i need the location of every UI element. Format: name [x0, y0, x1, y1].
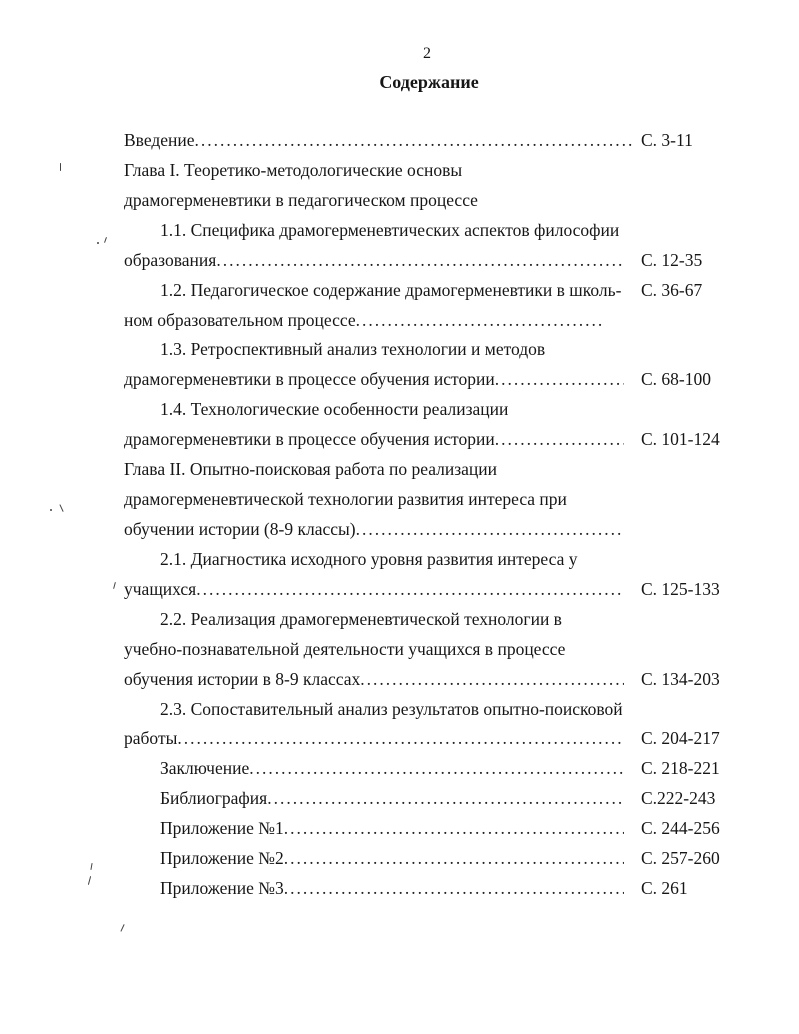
toc-entry-title: Введение	[124, 130, 195, 150]
dot-leader	[495, 365, 624, 395]
dot-leader	[249, 754, 624, 784]
toc-line	[160, 605, 624, 635]
toc-page-range: С.222-243	[641, 788, 716, 809]
toc-page-range: С. 12-35	[641, 249, 703, 270]
toc-page-range: С. 204-217	[641, 728, 720, 749]
toc-entry-1-3	[0, 335, 799, 365]
toc-entry-1-4	[0, 395, 799, 425]
toc-page-range: С. 68-100	[641, 369, 711, 390]
scan-speck	[97, 242, 99, 244]
toc-page-range: С. 218-221	[641, 758, 720, 779]
toc-entry-appendix-3	[0, 874, 799, 904]
toc-entry-introduction	[0, 126, 799, 156]
toc-page-range: С. 36-67	[641, 279, 703, 300]
toc-entry-1-1	[0, 216, 799, 246]
toc-entry-chapter-2	[0, 455, 799, 485]
toc-entry-1-3-cont	[0, 365, 799, 395]
scan-speck	[50, 509, 52, 511]
toc-entry-chapter-1	[0, 156, 799, 186]
toc-line	[160, 335, 624, 365]
toc-entry-1-1-cont	[0, 246, 799, 276]
toc-entry-chapter-2-cont	[0, 515, 799, 545]
dot-leader	[216, 246, 624, 276]
toc-entry-title: Приложение №2	[160, 848, 284, 869]
dot-leader	[356, 306, 605, 336]
toc-entry-appendix-1	[0, 814, 799, 844]
toc-line	[124, 575, 624, 605]
toc-entry-title-cont: обучения истории в 8-9 классах	[124, 668, 361, 689]
toc-entry-title-cont: драмогерменевтики в процессе обучения истории	[124, 369, 495, 390]
toc-entry-1-4-cont	[0, 425, 799, 455]
dot-leader	[284, 814, 624, 844]
toc-page-range: С. 261	[641, 878, 688, 899]
toc-entry-title: Приложение №3	[160, 878, 284, 899]
toc-line	[124, 306, 605, 336]
toc-entry-chapter-1-cont	[0, 186, 799, 216]
toc-entry-2-2-cont	[0, 635, 799, 665]
dot-leader	[360, 665, 624, 695]
toc-entry-title: 1.3. Ретроспективный анализ технологии и методов	[160, 339, 546, 360]
toc-line	[160, 784, 624, 814]
dot-leader	[495, 425, 624, 455]
toc-entry-title: 1.1. Специфика драмогерменевтических аспектов философии	[160, 219, 620, 240]
toc-line	[124, 455, 624, 485]
toc-page-range: С. 134-203	[641, 668, 720, 689]
toc-entry-title-cont: учебно-познавательной деятельности учащихся в процессе	[124, 638, 566, 659]
toc-page-range: С. 257-260	[641, 848, 720, 869]
toc-line	[160, 276, 624, 306]
toc-line	[160, 545, 624, 575]
toc-entry-title: Библиография	[160, 788, 268, 809]
scan-speck	[120, 924, 125, 932]
page-title: Содержание	[379, 72, 479, 92]
toc-line	[124, 156, 624, 186]
toc-entry-title: 2.2. Реализация драмогерменевтической технологии в	[160, 608, 562, 629]
dot-leader	[177, 724, 624, 754]
toc-entry-title: Глава II. Опытно-поисковая работа по реализации	[124, 459, 498, 480]
toc-line	[160, 695, 624, 725]
toc-entry-title-cont: драмогерменевтики в процессе обучения истории	[124, 429, 495, 450]
toc-page-range: С. 3-11	[641, 130, 693, 150]
toc-entry-title-cont: образования	[124, 249, 217, 270]
toc-line	[124, 186, 624, 216]
toc-line	[160, 216, 624, 246]
toc-entry-title-cont: ном образовательном процессе	[124, 309, 356, 330]
toc-line	[124, 246, 624, 276]
toc-line	[124, 485, 624, 515]
dot-leader	[195, 126, 632, 156]
toc-entry-2-2	[0, 605, 799, 635]
toc-entry-title: 1.2. Педагогическое содержание драмогерменевтики в школь-	[160, 279, 622, 300]
toc-entry-title: Приложение №1	[160, 818, 284, 839]
toc-entry-title-cont: драмогерменевтики в педагогическом процессе	[124, 189, 478, 210]
toc-entry-1-2-cont	[0, 306, 799, 336]
toc-line	[124, 635, 624, 665]
dot-leader	[284, 844, 624, 874]
toc-entry-title-cont: работы	[124, 728, 178, 749]
dot-leader	[267, 784, 624, 814]
toc-line	[124, 665, 624, 695]
toc-entry-conclusion	[0, 754, 799, 784]
page-number: 2	[423, 45, 431, 62]
toc-entry-2-3-cont	[0, 724, 799, 754]
toc-line	[160, 874, 624, 904]
dot-leader	[284, 874, 624, 904]
toc-line	[124, 365, 624, 395]
toc-entry-chapter-2-cont	[0, 485, 799, 515]
toc-entry-title-cont: учащихся	[124, 578, 197, 599]
toc-entry-appendix-2	[0, 844, 799, 874]
toc-entry-title-cont: драмогерменевтической технологии развития интереса при	[124, 489, 567, 510]
toc-line	[124, 425, 624, 455]
toc-entry-2-1	[0, 545, 799, 575]
toc-entry-title: 2.3. Сопоставительный анализ результатов опытно-поисковой	[160, 698, 623, 719]
toc-entry-1-2	[0, 276, 799, 306]
toc-line	[124, 515, 624, 545]
dot-leader	[196, 575, 624, 605]
toc-entry-title-cont: обучении истории (8-9 классы)	[124, 518, 356, 539]
toc-page-range: С. 125-133	[641, 578, 720, 599]
toc-line	[160, 814, 624, 844]
toc-entry-bibliography	[0, 784, 799, 814]
table-of-contents	[0, 126, 799, 904]
toc-line	[160, 844, 624, 874]
toc-entry-2-3	[0, 695, 799, 725]
toc-line	[160, 754, 624, 784]
toc-page-range: С. 101-124	[641, 429, 720, 450]
toc-entry-title: 2.1. Диагностика исходного уровня развития интереса у	[160, 548, 578, 569]
toc-entry-title: 1.4. Технологические особенности реализации	[160, 399, 509, 420]
toc-entry-title: Глава I. Теоретико-методологические основы	[124, 159, 463, 180]
toc-entry-2-1-cont	[0, 575, 799, 605]
dot-leader	[356, 515, 624, 545]
toc-entry-title: Заключение	[160, 758, 250, 779]
toc-line	[124, 126, 632, 156]
toc-page-range: С. 244-256	[641, 818, 720, 839]
toc-entry-2-2-cont	[0, 665, 799, 695]
toc-line	[124, 724, 624, 754]
toc-line	[160, 395, 624, 425]
